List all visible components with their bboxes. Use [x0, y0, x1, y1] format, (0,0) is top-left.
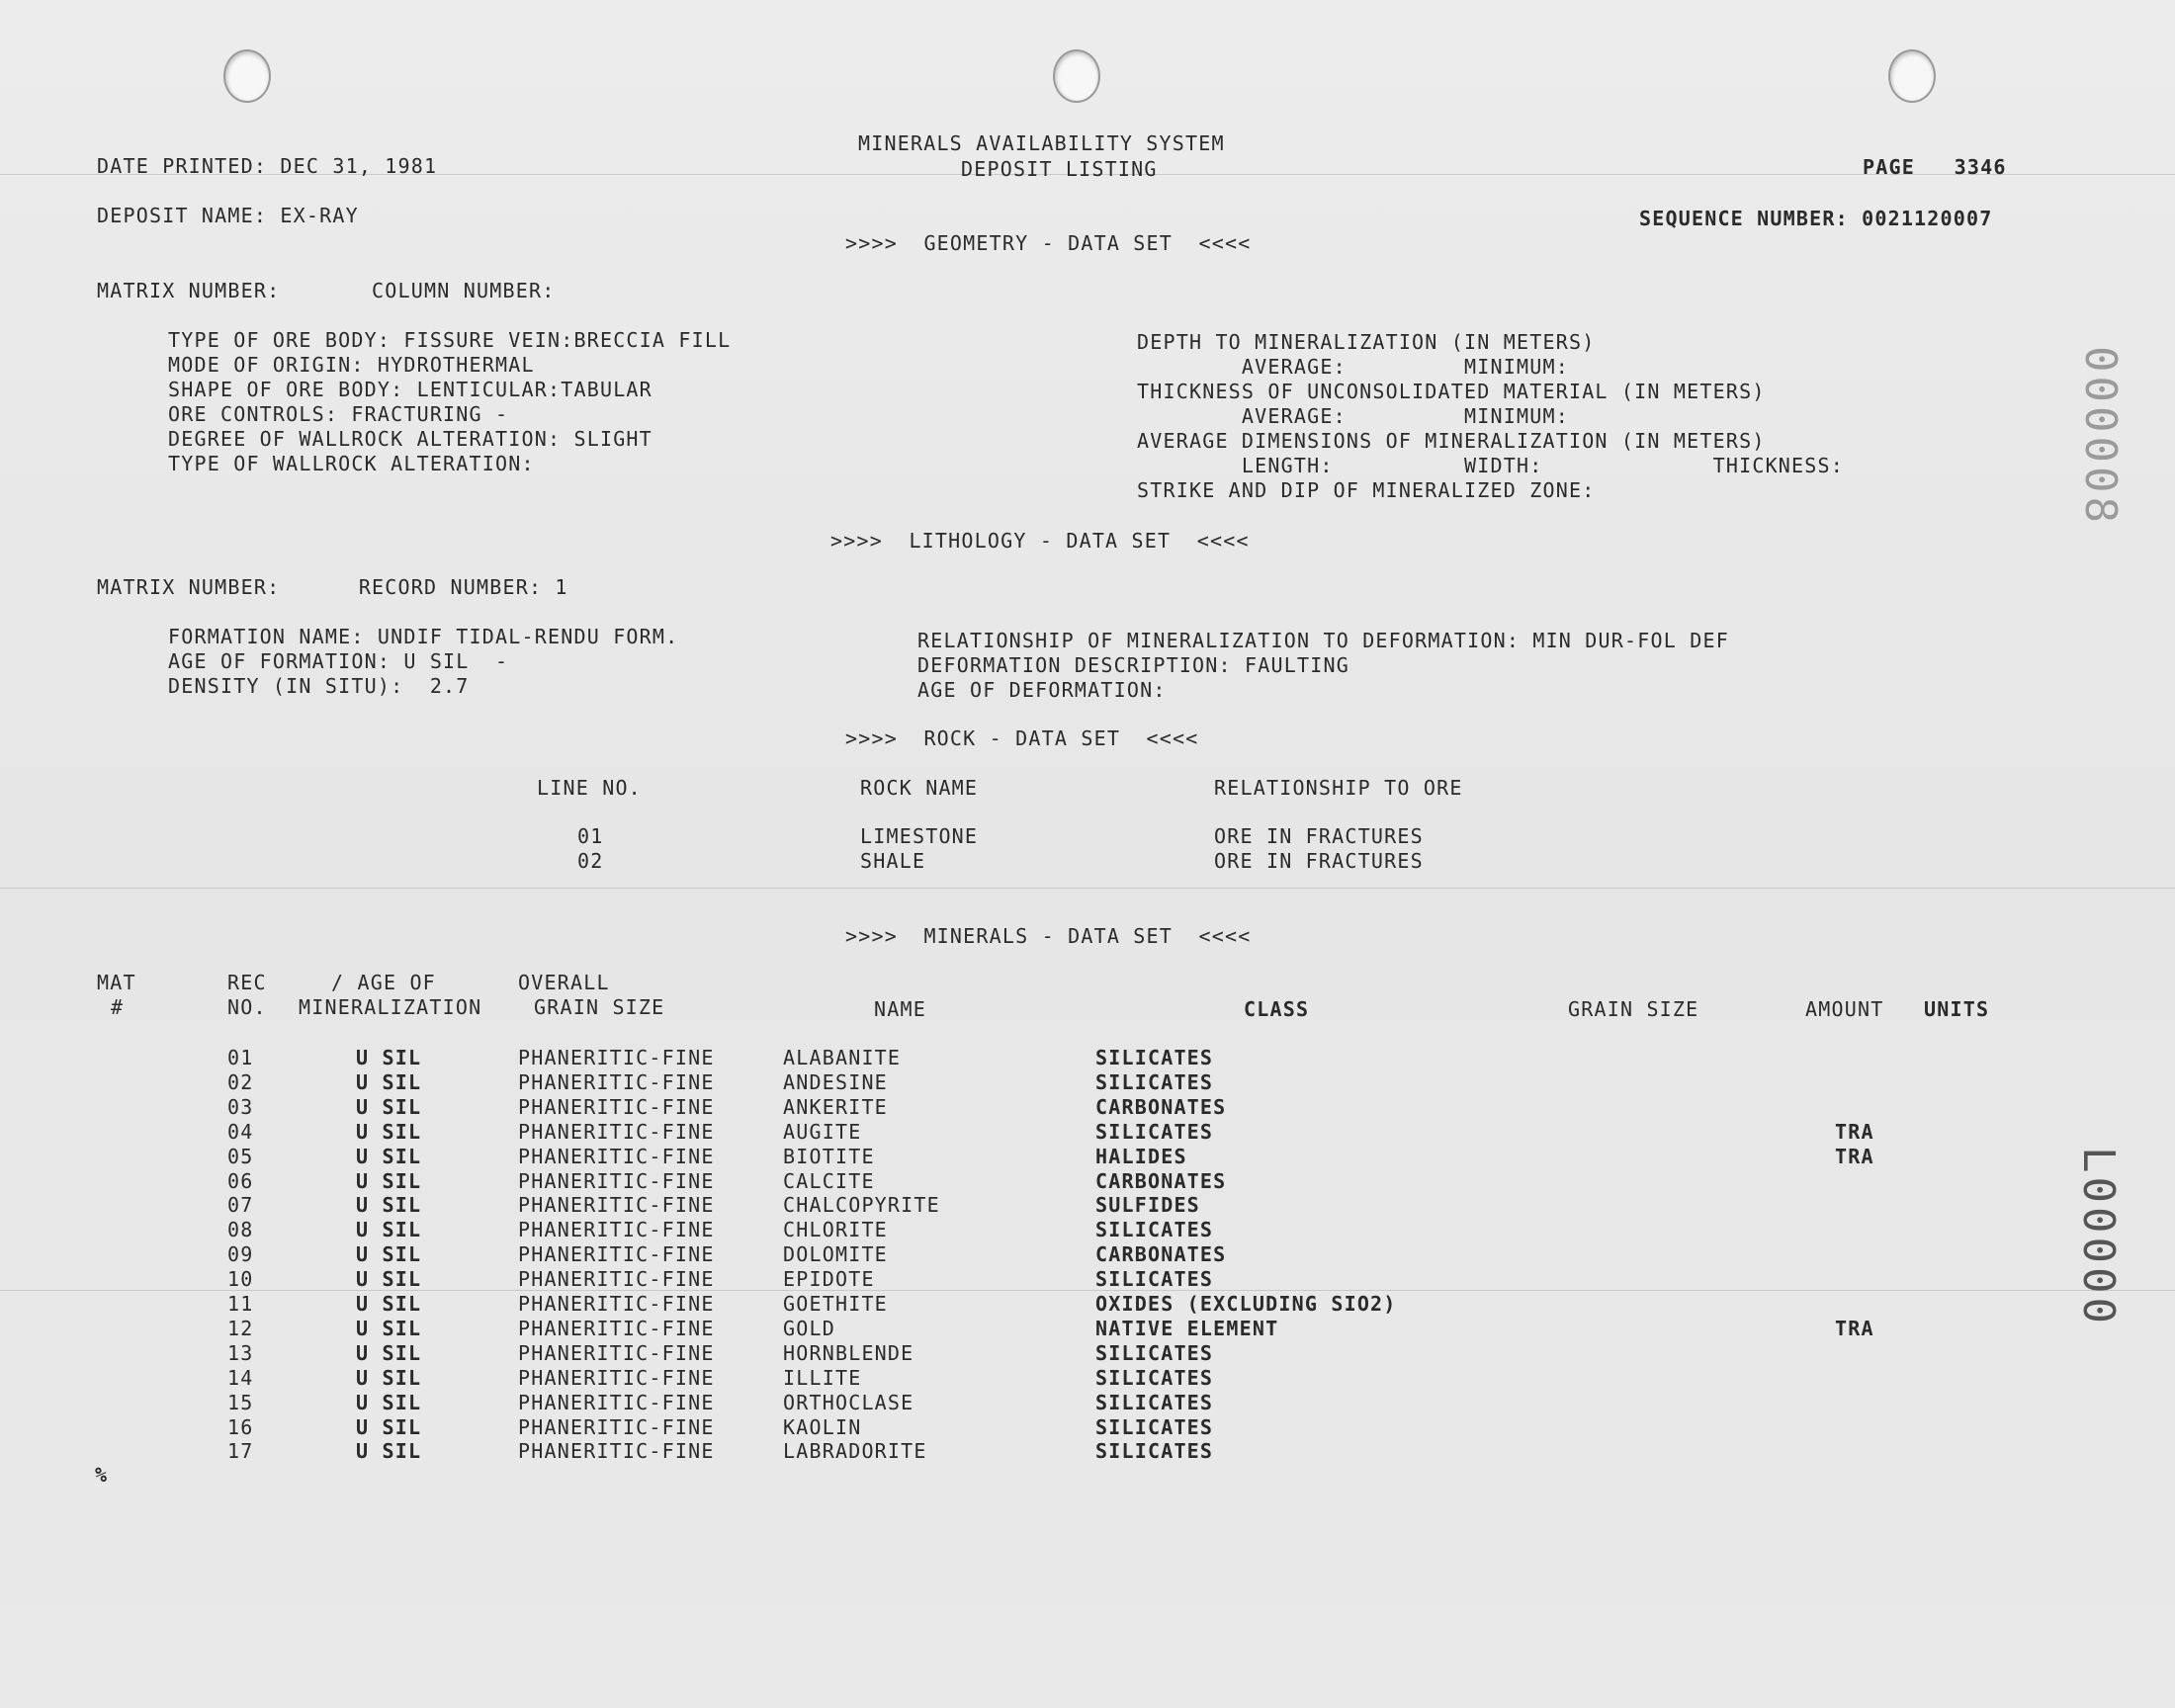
mineral-grain-size: PHANERITIC-FINE	[518, 1168, 715, 1193]
mineral-name: DOLOMITE	[783, 1242, 888, 1267]
mineral-name: ANKERITE	[783, 1094, 888, 1119]
mineral-name: HORNBLENDE	[783, 1340, 914, 1365]
mineral-rec-no: 03	[227, 1094, 254, 1119]
mineral-class: SILICATES	[1095, 1365, 1214, 1390]
mineral-grain-size: PHANERITIC-FINE	[518, 1267, 715, 1292]
mineral-age: U SIL	[356, 1414, 422, 1439]
mineral-name: CHALCOPYRITE	[783, 1193, 940, 1218]
mineral-class: HALIDES	[1095, 1144, 1187, 1168]
mineral-age: U SIL	[356, 1119, 422, 1144]
mineral-age: U SIL	[356, 1316, 422, 1340]
rock-col-name: ROCK NAME	[860, 776, 979, 800]
mineral-grain-size: PHANERITIC-FINE	[518, 1414, 715, 1439]
rock-col-line: LINE NO.	[537, 776, 642, 800]
col-grain-size: GRAIN SIZE	[1568, 997, 1699, 1021]
mineral-name: ALABANITE	[783, 1046, 902, 1069]
geometry-field: MODE OF ORIGIN: HYDROTHERMAL	[168, 353, 535, 377]
geometry-field: AVERAGE DIMENSIONS OF MINERALIZATION (IN METERS)	[1137, 429, 1766, 453]
mineral-grain-size: PHANERITIC-FINE	[518, 1144, 715, 1168]
geometry-field: TYPE OF WALLROCK ALTERATION:	[168, 452, 535, 475]
mineral-rec-no: 12	[227, 1316, 254, 1340]
mineral-rec-no: 04	[227, 1119, 254, 1144]
geometry-field: DEPTH TO MINERALIZATION (IN METERS)	[1137, 330, 1596, 354]
geometry-field: AVERAGE: MINIMUM:	[1137, 404, 1569, 428]
mineral-name: BIOTITE	[783, 1144, 875, 1168]
lithology-field: RELATIONSHIP OF MINERALIZATION TO DEFORMATION: MIN DUR-FOL DEF	[917, 629, 1729, 652]
mineral-grain-size: PHANERITIC-FINE	[518, 1390, 715, 1414]
lithology-field: DEFORMATION DESCRIPTION: FAULTING	[917, 653, 1349, 677]
date-printed: DATE PRINTED: DEC 31, 1981	[97, 154, 438, 178]
mineral-rec-no: 08	[227, 1218, 254, 1242]
mineral-name: CHLORITE	[783, 1218, 888, 1242]
fold-line	[0, 888, 2175, 889]
geometry-field: TYPE OF ORE BODY: FISSURE VEIN:BRECCIA FILL	[168, 328, 732, 352]
mineral-age: U SIL	[356, 1144, 422, 1168]
punch-hole	[1888, 49, 1936, 103]
mineral-class: SILICATES	[1095, 1439, 1214, 1464]
mineral-grain-size: PHANERITIC-FINE	[518, 1340, 715, 1365]
mineral-rec-no: 14	[227, 1365, 254, 1390]
mineral-grain-size: PHANERITIC-FINE	[518, 1094, 715, 1119]
geometry-field: STRIKE AND DIP OF MINERALIZED ZONE:	[1137, 478, 1596, 502]
mineral-age: U SIL	[356, 1193, 422, 1218]
fold-line	[0, 1290, 2175, 1291]
mineral-class: SILICATES	[1095, 1340, 1214, 1365]
mineral-age: U SIL	[356, 1340, 422, 1365]
mineral-rec-no: 17	[227, 1439, 254, 1464]
mineral-rec-no: 16	[227, 1414, 254, 1439]
mineral-name: EPIDOTE	[783, 1267, 875, 1292]
mineral-class: CARBONATES	[1095, 1242, 1227, 1267]
mineral-age: U SIL	[356, 1390, 422, 1414]
mineral-age: U SIL	[356, 1069, 422, 1094]
col-mat-hash: #	[111, 995, 125, 1019]
mineral-rec-no: 10	[227, 1267, 254, 1292]
mineral-name: GOLD	[783, 1316, 835, 1340]
col-class: CLASS	[1244, 997, 1310, 1021]
punch-hole	[1053, 49, 1100, 103]
mineral-class: CARBONATES	[1095, 1168, 1227, 1193]
geometry-heading: >>>> GEOMETRY - DATA SET <<<<	[845, 231, 1252, 255]
mineral-grain-size: PHANERITIC-FINE	[518, 1316, 715, 1340]
mineral-class: SILICATES	[1095, 1119, 1214, 1144]
mineral-class: SILICATES	[1095, 1218, 1214, 1242]
col-mineralization: MINERALIZATION	[299, 995, 482, 1019]
mineral-grain-size: PHANERITIC-FINE	[518, 1046, 715, 1069]
mineral-rec-no: 02	[227, 1069, 254, 1094]
rock-relationship: ORE IN FRACTURES	[1214, 849, 1424, 873]
rock-col-relationship: RELATIONSHIP TO ORE	[1214, 776, 1463, 800]
lithology-field: DENSITY (IN SITU): 2.7	[168, 674, 470, 698]
geometry-field: ORE CONTROLS: FRACTURING -	[168, 402, 509, 426]
mineral-age: U SIL	[356, 1439, 422, 1464]
mineral-age: U SIL	[356, 1218, 422, 1242]
mineral-amount: TRA	[1835, 1144, 1874, 1168]
geometry-field: THICKNESS OF UNCONSOLIDATED MATERIAL (IN METERS)	[1137, 380, 1766, 403]
lithology-field: AGE OF FORMATION: U SIL -	[168, 649, 509, 673]
mineral-rec-no: 13	[227, 1340, 254, 1365]
mineral-rec-no: 09	[227, 1242, 254, 1267]
mineral-class: SILICATES	[1095, 1046, 1214, 1069]
mineral-name: AUGITE	[783, 1119, 862, 1144]
mineral-grain-size: PHANERITIC-FINE	[518, 1218, 715, 1242]
mineral-amount: TRA	[1835, 1119, 1874, 1144]
mineral-class: NATIVE ELEMENT	[1095, 1316, 1279, 1340]
mineral-name: GOETHITE	[783, 1292, 888, 1316]
punch-hole	[223, 49, 271, 103]
mineral-grain-size: PHANERITIC-FINE	[518, 1193, 715, 1218]
mineral-name: LABRADORITE	[783, 1439, 927, 1464]
mineral-age: U SIL	[356, 1168, 422, 1193]
mineral-amount: TRA	[1835, 1316, 1874, 1340]
mineral-grain-size: PHANERITIC-FINE	[518, 1069, 715, 1094]
mineral-rec-no: 15	[227, 1390, 254, 1414]
mineral-age: U SIL	[356, 1365, 422, 1390]
col-name: NAME	[874, 997, 926, 1021]
col-rec-no: NO.	[227, 995, 267, 1019]
mineral-name: ILLITE	[783, 1365, 862, 1390]
mineral-name: ORTHOCLASE	[783, 1390, 914, 1414]
rock-heading: >>>> ROCK - DATA SET <<<<	[845, 726, 1199, 750]
edge-mark-upper: 000008	[2075, 346, 2126, 527]
sequence-number: SEQUENCE NUMBER: 0021120007	[1639, 207, 1993, 230]
mineral-rec-no: 01	[227, 1046, 254, 1069]
col-overall-grain: GRAIN SIZE	[534, 995, 665, 1019]
edge-mark-lower: L00000	[2073, 1147, 2124, 1327]
mineral-rec-no: 05	[227, 1144, 254, 1168]
col-rec: REC	[227, 971, 267, 994]
system-title: MINERALS AVAILABILITY SYSTEM	[858, 131, 1225, 155]
mineral-age: U SIL	[356, 1046, 422, 1069]
col-mat: MAT	[97, 971, 136, 994]
deposit-name: DEPOSIT NAME: EX-RAY	[97, 204, 359, 227]
rock-name: LIMESTONE	[860, 824, 979, 848]
mineral-name: KAOLIN	[783, 1414, 862, 1439]
rock-line-no: 01	[577, 824, 604, 848]
col-amount: AMOUNT	[1805, 997, 1884, 1021]
mineral-class: SILICATES	[1095, 1390, 1214, 1414]
mineral-grain-size: PHANERITIC-FINE	[518, 1292, 715, 1316]
mineral-name: CALCITE	[783, 1168, 875, 1193]
rock-line-no: 02	[577, 849, 604, 873]
mineral-class: OXIDES (EXCLUDING SIO2)	[1095, 1292, 1397, 1316]
mineral-grain-size: PHANERITIC-FINE	[518, 1242, 715, 1267]
geometry-field: DEGREE OF WALLROCK ALTERATION: SLIGHT	[168, 427, 652, 451]
mineral-grain-size: PHANERITIC-FINE	[518, 1365, 715, 1390]
mineral-class: SILICATES	[1095, 1267, 1214, 1292]
mineral-grain-size: PHANERITIC-FINE	[518, 1119, 715, 1144]
lithology-field: AGE OF DEFORMATION:	[917, 678, 1167, 702]
mineral-age: U SIL	[356, 1292, 422, 1316]
lithology-matrix: MATRIX NUMBER: RECORD NUMBER: 1	[97, 575, 568, 599]
geometry-field: SHAPE OF ORE BODY: LENTICULAR:TABULAR	[168, 378, 652, 401]
mineral-rec-no: 11	[227, 1292, 254, 1316]
geometry-field: AVERAGE: MINIMUM:	[1137, 355, 1569, 379]
lithology-heading: >>>> LITHOLOGY - DATA SET <<<<	[830, 529, 1250, 553]
mineral-class: SILICATES	[1095, 1069, 1214, 1094]
mineral-rec-no: 06	[227, 1168, 254, 1193]
page-number: PAGE 3346	[1863, 155, 2007, 179]
listing-title: DEPOSIT LISTING	[961, 157, 1158, 181]
minerals-heading: >>>> MINERALS - DATA SET <<<<	[845, 924, 1252, 948]
mineral-class: SULFIDES	[1095, 1193, 1200, 1218]
mineral-age: U SIL	[356, 1242, 422, 1267]
mineral-class: CARBONATES	[1095, 1094, 1227, 1119]
col-overall: OVERALL	[518, 971, 610, 994]
geometry-field: LENGTH: WIDTH: THICKNESS:	[1137, 454, 1845, 477]
col-age-of: / AGE OF	[331, 971, 436, 994]
rock-relationship: ORE IN FRACTURES	[1214, 824, 1424, 848]
footer-mark: %	[95, 1463, 109, 1487]
col-units: UNITS	[1924, 997, 1990, 1021]
geometry-matrix: MATRIX NUMBER: COLUMN NUMBER:	[97, 279, 556, 302]
mineral-name: ANDESINE	[783, 1069, 888, 1094]
mineral-rec-no: 07	[227, 1193, 254, 1218]
mineral-class: SILICATES	[1095, 1414, 1214, 1439]
lithology-field: FORMATION NAME: UNDIF TIDAL-RENDU FORM.	[168, 625, 679, 648]
mineral-grain-size: PHANERITIC-FINE	[518, 1439, 715, 1464]
mineral-age: U SIL	[356, 1267, 422, 1292]
rock-name: SHALE	[860, 849, 926, 873]
mineral-age: U SIL	[356, 1094, 422, 1119]
